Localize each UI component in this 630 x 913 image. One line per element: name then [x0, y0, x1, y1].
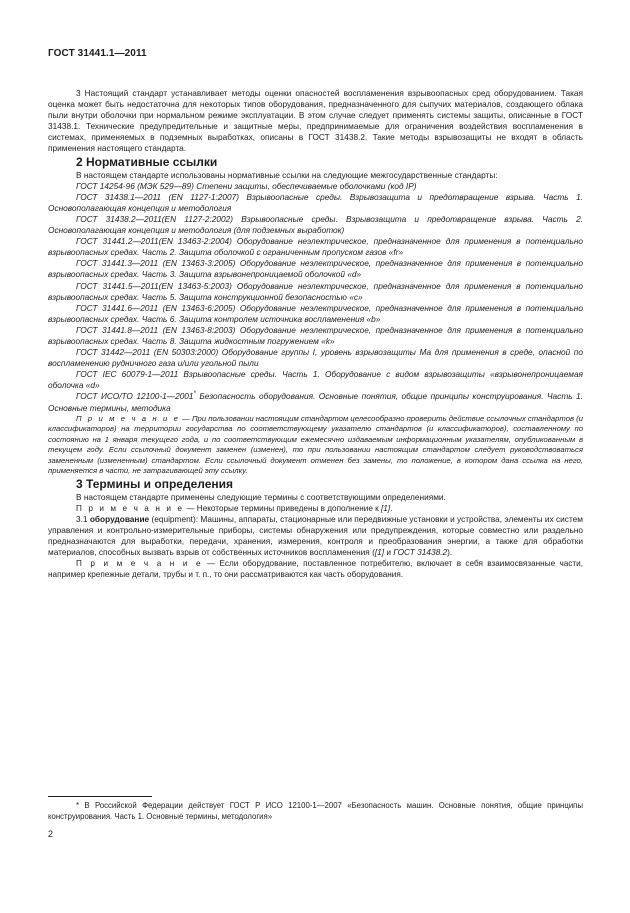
reference-item: ГОСТ 31441.6—2011 (EN 13463-6:2005) Оборудование неэлектрическое, предназначенное для применения в потенциально взрывоопасных средах. Часть 6. Защита контролем источника воспламенения «b»: [48, 302, 583, 324]
reference-item: ГОСТ 31438.2—2011(EN 1127-2:2002) Взрывоопасные среды. Взрывозащита и предотвращение взрыва. Часть 2. Основополагающая концепция и методология (для подземных выработок): [48, 213, 583, 236]
reference-item: ГОСТ 31442—2011 (EN 50303:2000) Оборудование группы I, уровень взрывозащиты Ма для применения в среде, опасной по воспламенению рудничного газа и/или угольной пыли: [48, 347, 583, 369]
equipment-note: [48, 558, 583, 580]
note-label: П р и м е ч а н и е: [76, 503, 185, 513]
note-label: П р и м е ч а н и е: [76, 559, 203, 569]
reference-item: ГОСТ 31441.2—2011(EN 13463-2:2004) Оборудование неэлектрическое, предназначенное для применения в потенциально взрывоопасных средах. Часть 2. Защита оболочкой с ограниченным пропуском газов «fr»: [48, 236, 583, 258]
reference-item: ГОСТ 14254-96 (МЭК 529—89) Степени защиты, обеспечиваемые оболочками (код IP): [76, 180, 417, 191]
note-label: П р и м е ч а н и е: [76, 413, 180, 423]
definition-joiner: и: [384, 547, 394, 557]
terms-note: [48, 503, 583, 514]
definition-equipment: [48, 514, 583, 558]
reference-title: Безопасность оборудования. Основные понятия, общие принципы конструирования. Часть 1. Основные термины, методика: [48, 391, 583, 413]
section-3-heading: 3 Термины и определения: [76, 476, 234, 491]
intro-paragraph-3: 3 Настоящий стандарт устанавливает методы оценки опасностей воспламенения взрывоопасных сред оборудованием. Такая оценка может быть недостаточна для некоторых типов оборудования, предназначенного для сыпучих материалов, создающего облака пыли внутри оболочки при нормальном режиме эксплуатации. В этом случае следует применять системы защиты, описанные в ГОСТ 31438.1. Технические предупредительные и защитные меры, предпринимаемые для ограничения воздействия воспламенения в системах, применяемых в подземных выработках, описаны в ГОСТ 31438.2. Такие методы взрывозащиты не входят в область применения настоящего стандарта.: [48, 88, 583, 154]
bibliography-ref: [1]: [374, 547, 385, 557]
reference-item: ГОСТ 31441.3—2011 (EN 13463-3:2005) Оборудование неэлектрическое, предназначенное для применения в потенциально взрывоопасных средах. Часть 3. Защита взрывонепроницаемой оболочкой «d»: [48, 258, 583, 280]
section-3-lead: В настоящем стандарте применены следующие термины с соответствующими определениями.: [76, 491, 446, 502]
note-end: .: [390, 503, 393, 513]
reference-item: ГОСТ IEC 60079-1—2011 Взрывоопасные среды. Часть 1. Оборудование с видом взрывозащиты «взрывонепроницаемая оболочка «d»: [48, 369, 583, 391]
note-text: — Если оборудование, поставленное потребителю, включает в себя взаимосвязанные части, например крепежные детали, трубы и т. п., то они рассматриваются как часть оборудования.: [48, 559, 583, 580]
page-body: [48, 88, 583, 580]
bibliography-ref: [1]: [381, 503, 391, 513]
definition-number: 3.1: [76, 513, 90, 524]
reference-item-iso: [48, 391, 583, 413]
footnote-mark: *: [193, 391, 196, 398]
section-2-lead: В настоящем стандарте использованы нормативные ссылки на следующие межгосударственные стандарты:: [76, 169, 498, 180]
definition-term: оборудование: [89, 513, 150, 524]
reference-item: ГОСТ 31441.5—2011(EN 13463-5:2003) Оборудование неэлектрическое, предназначенное для применения в потенциально взрывоопасных средах. Часть 5. Защита конструкционной безопасностью «c»: [48, 280, 583, 302]
standard-ref: ГОСТ 31438.2: [393, 547, 448, 557]
reference-item: ГОСТ 31441.8—2011 (EN 13463-8:2003) Оборудование неэлектрическое, предназначенное для применения в потенциально взрывоопасных средах. Часть 8. Защита жидкостным погружением «k»: [48, 324, 583, 346]
normative-references-list: [48, 181, 583, 414]
reference-code: ГОСТ ИСО/ТО 12100-1—2001: [76, 391, 194, 402]
note-text: — Некоторые термины приведены в дополнение к: [184, 503, 382, 513]
document-header: ГОСТ 31441.1—2011: [48, 48, 147, 59]
definition-end: ).: [447, 547, 453, 557]
footnote: * В Российской Федерации действует ГОСТ Р ИСО 12100-1—2007 «Безопасность машин. Основные понятия, общие принципы конструирования. Часть 1. Основные термины, методология»: [48, 801, 583, 821]
reference-item: ГОСТ 31438.1—2011 (EN 1127-1:2007) Взрывоопасные среды. Взрывозащита и предотвращение взрыва. Часть 1. Основополагающая концепция и методология: [48, 191, 583, 213]
definition-text: (equipment): Машины, аппараты, стационарные или передвижные установки и устройства, элементы их систем управления и контрольно-измерительные приборы, системы обнаружения или предупреждения, которые совместно или раздельно предназначаются для выработки, передачи, хранения, измерения, контроля и преобразования энергии, а также для обработки материалов, способных вызвать взрыв от собственных источников воспламенения (: [48, 513, 583, 557]
references-note: [48, 414, 583, 477]
page-number: 2: [48, 829, 54, 839]
section-2-heading: 2 Нормативные ссылки: [76, 154, 218, 169]
note-text: — При пользовании настоящим стандартом целесообразно проверить действие ссылочных стандартов (и классификаторов) на территории государства по соответствующему указателю стандартов (и классификаторов), составленному по состоянию на 1 января текущего года, и по соответствующим ежемесячно издаваемым информационным указателям, опубликованным в текущем году. Если ссылочный документ заменен (изменен), то при пользовании настоящим стандартом следует руководствоваться замененным (измененным) стандартом. Если ссылочный документ отменен без замены, то положение, в котором дана ссылка на него, применяется в части, не затрагивающей эту ссылку.: [48, 413, 583, 476]
footnote-divider: [48, 796, 152, 797]
